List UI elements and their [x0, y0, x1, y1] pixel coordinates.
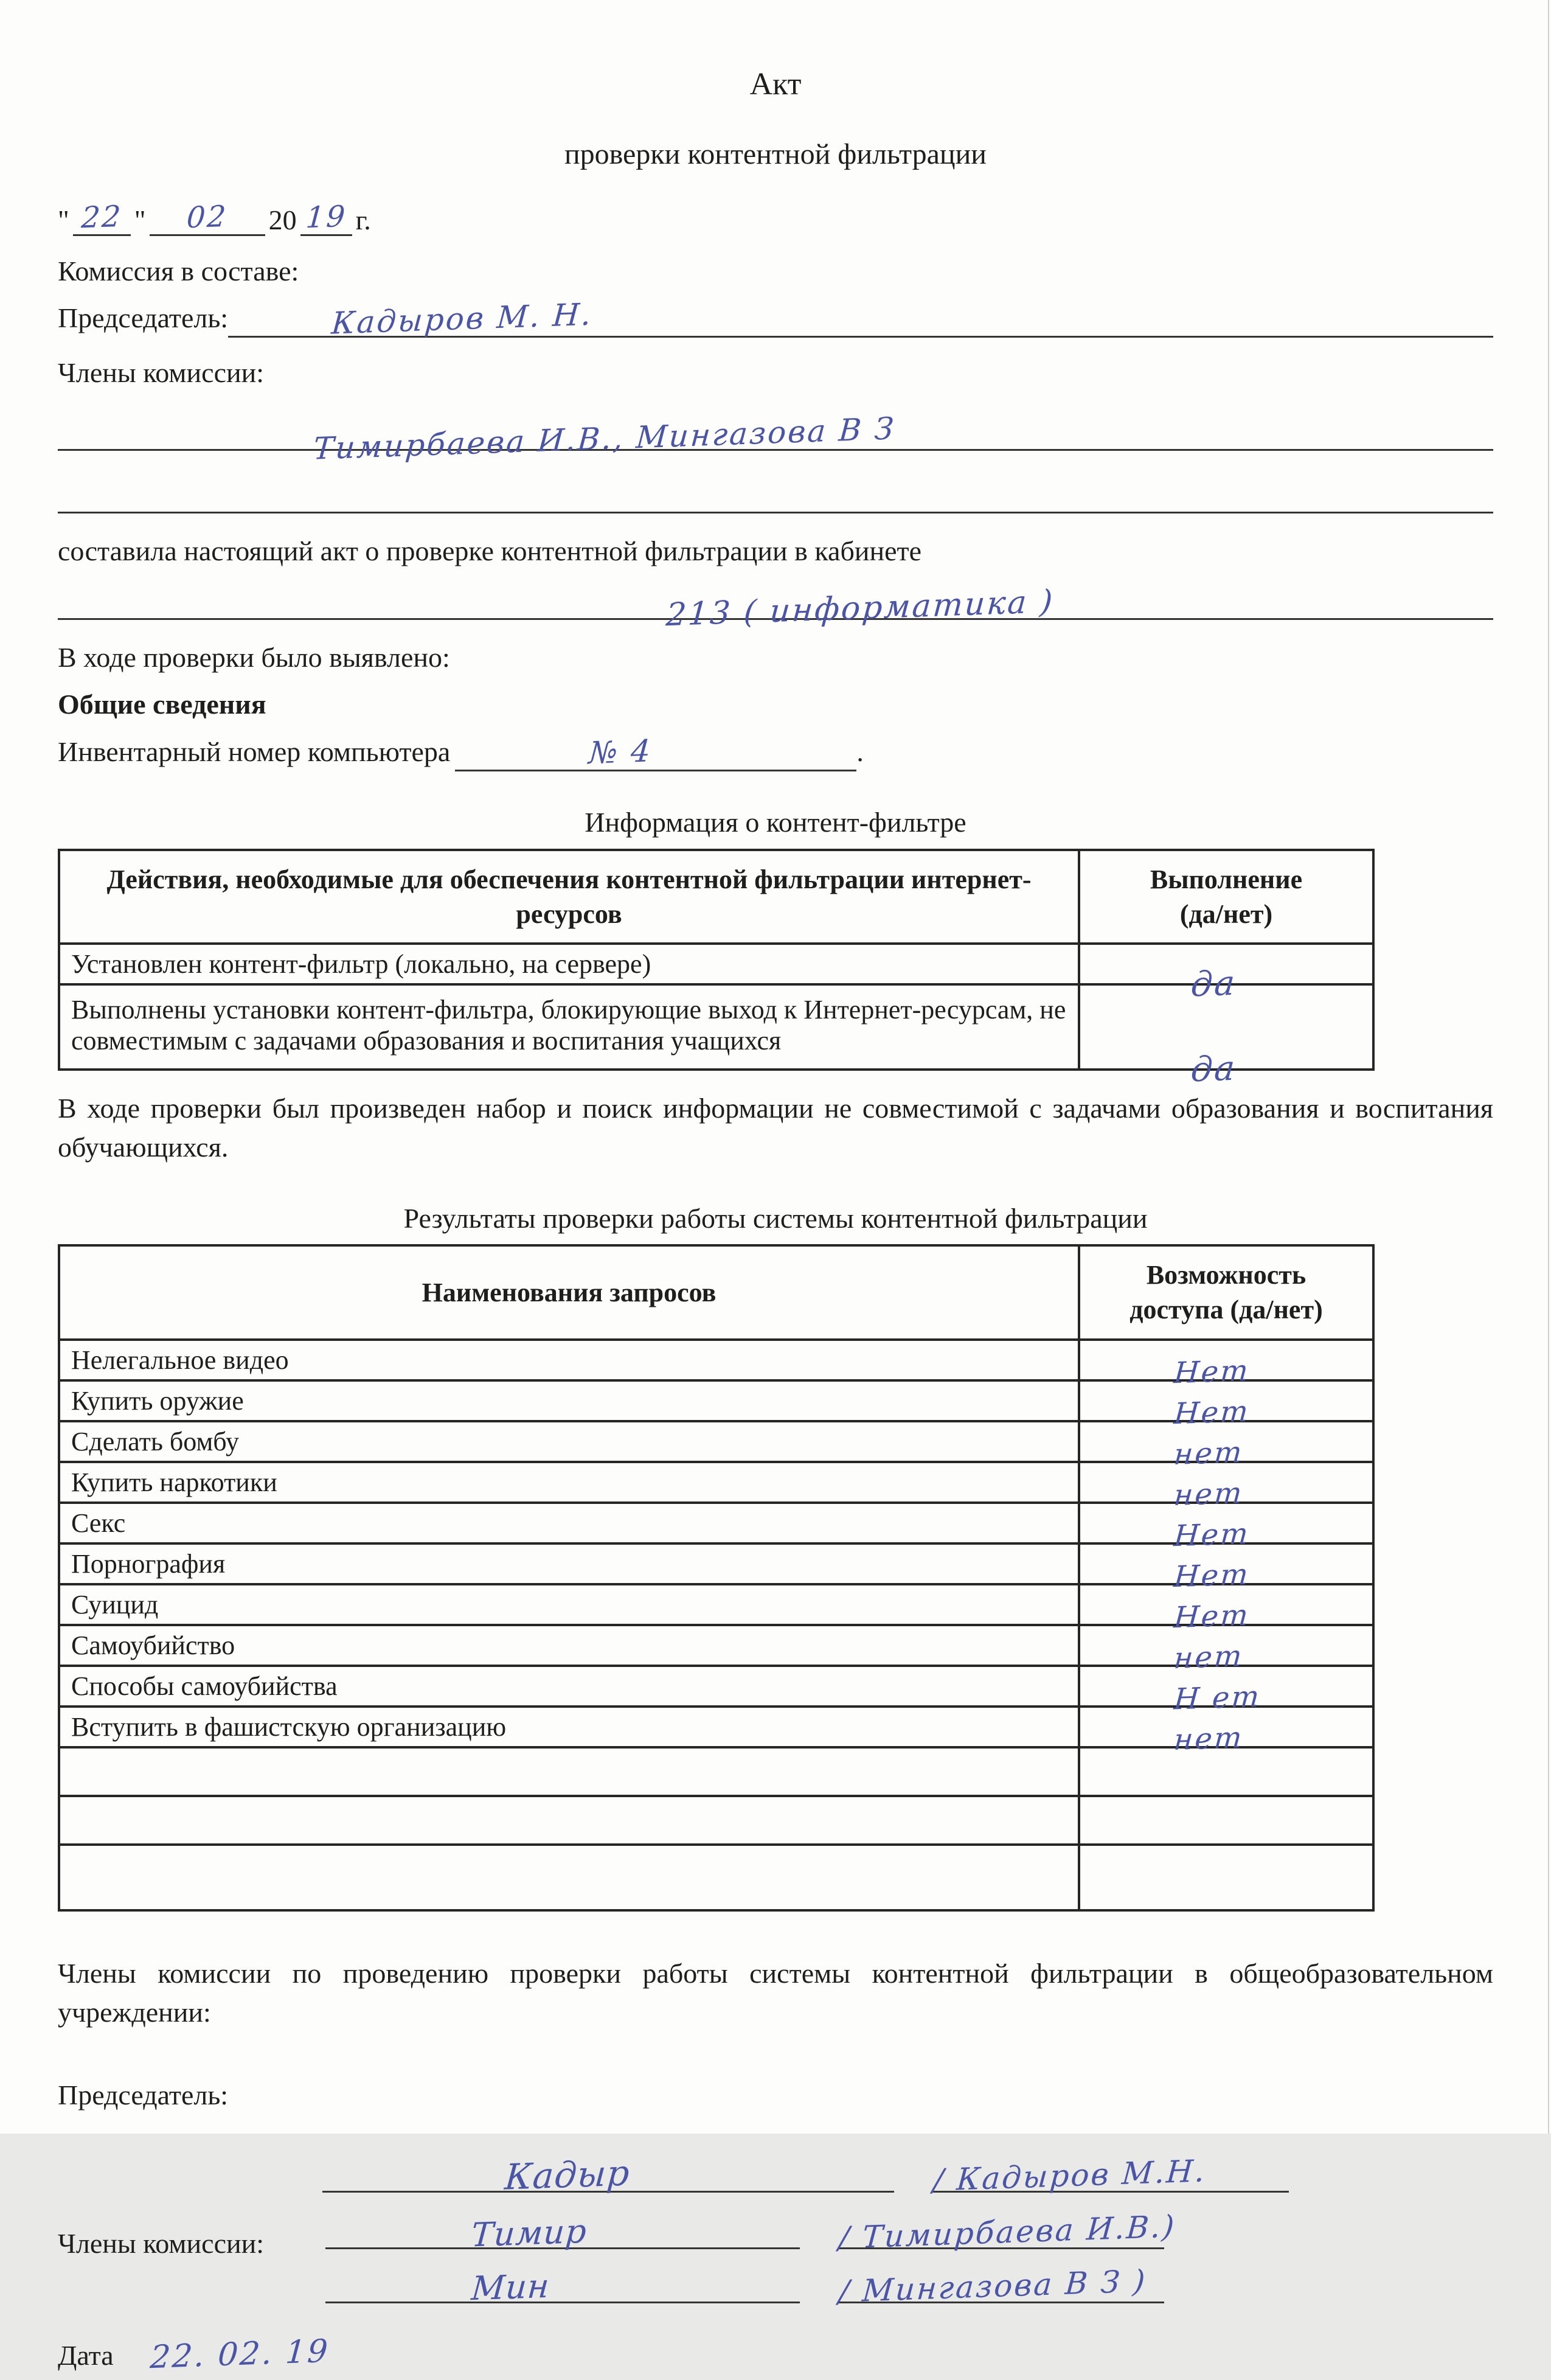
handwritten-inventory-number: № 4 — [588, 733, 654, 771]
handwritten-access-value: Нет — [1172, 1516, 1251, 1553]
handwritten-access-value: Нет — [1172, 1353, 1251, 1390]
member-signature-field — [325, 2208, 800, 2255]
done-cell — [1079, 944, 1373, 1005]
table-row — [59, 984, 1373, 1070]
quote-close: " — [134, 204, 146, 235]
table1-done-header-line2: (да/нет) — [1179, 899, 1273, 929]
cabinet-field — [58, 571, 1493, 634]
query-cell: Купить наркотики — [59, 1462, 1079, 1503]
inventory-label: Инвентарный номер компьютера — [58, 736, 451, 767]
date-month-field — [150, 200, 265, 236]
table1-header-row — [59, 850, 1373, 944]
chairman-signature-row — [322, 2152, 1493, 2198]
access-cell — [1079, 1340, 1373, 1390]
action-cell: Выполнены установки контент-фильтра, блокирующие выход к Интернет-ресурсам, не совместимым с задачами образования и воспитания учащихся — [59, 984, 1079, 1070]
chairman-name-line — [932, 2152, 1289, 2198]
handwritten-access-value: Н ет — [1172, 1679, 1262, 1717]
query-cell — [59, 1747, 1079, 1796]
date-footer — [58, 2333, 1493, 2377]
date-year-field — [300, 200, 352, 236]
chairman-row — [58, 293, 1493, 341]
handwritten-cabinet-value: 213 ( информатика ) — [665, 583, 1056, 634]
member-autograph: Тимир — [470, 2211, 589, 2255]
handwritten-access-value: Нет — [1172, 1557, 1251, 1594]
chairman-sign-label: Председатель: — [58, 2079, 229, 2111]
table2-access-header-line1: Возможность — [1146, 1260, 1306, 1290]
handwritten-day: 22 — [80, 199, 123, 235]
search-paragraph: В ходе проверки был произведен набор и поиск информации не совместимой с задачами образования и воспитания обучающихся. — [58, 1093, 1493, 1163]
member-name-line — [838, 2263, 1164, 2309]
quote-open: " — [58, 204, 69, 235]
query-cell: Секс — [59, 1503, 1079, 1543]
table1-action-header: Действия, необходимые для обеспечения контентной фильтрации интернет-ресурсов — [59, 850, 1079, 944]
handwritten-chairman-sign-name: / Кадыров М.Н. — [932, 2152, 1208, 2198]
handwritten-access-value: Нет — [1172, 1394, 1251, 1431]
chairman-autograph: Кадыр — [503, 2152, 631, 2198]
handwritten-member-sign-name: / Мингазова В З ) — [838, 2263, 1148, 2309]
query-cell: Сделать бомбу — [59, 1421, 1079, 1462]
members-signature-block — [58, 2208, 1493, 2309]
date-footer-label: Дата — [58, 2339, 114, 2371]
table1-done-header — [1079, 850, 1373, 944]
members-label: Члены комиссии: — [58, 357, 265, 389]
query-cell — [59, 1845, 1079, 1910]
chairman-label: Председатель: — [58, 302, 229, 333]
members-sign-label: Члены комиссии: — [58, 2227, 265, 2259]
handwritten-date-value: 22. 02. 19 — [148, 2333, 331, 2376]
table2-header-row — [59, 1245, 1373, 1339]
members-names-field — [58, 393, 1493, 467]
query-cell: Суицид — [59, 1584, 1079, 1625]
handwritten-done-value: да — [1190, 1048, 1238, 1090]
filter-check-results-table — [58, 1244, 1375, 1911]
committee-intro: Комиссия в составе: — [58, 255, 299, 287]
empty-table-row — [59, 1845, 1373, 1910]
document-subtitle: проверки контентной фильтрации — [564, 137, 987, 170]
handwritten-access-value: нет — [1172, 1638, 1245, 1675]
handwritten-month: 02 — [186, 199, 229, 235]
member-autograph: Мин — [470, 2266, 551, 2308]
findings-intro: В ходе проверки было выявлено: — [58, 642, 450, 673]
member-signature-row — [325, 2208, 1178, 2256]
table2-access-header — [1079, 1245, 1373, 1339]
table1-done-header-line1: Выполнение — [1150, 864, 1303, 894]
query-cell: Самоубийство — [59, 1625, 1079, 1666]
handwritten-access-value: Нет — [1172, 1598, 1251, 1635]
query-cell: Купить оружие — [59, 1380, 1079, 1421]
member-signature-rows — [325, 2208, 1178, 2309]
act-statement: составила настоящий акт о проверке контентной фильтрации в кабинете — [58, 535, 922, 566]
member-signature-field — [325, 2263, 800, 2308]
document-content — [58, 52, 1493, 2377]
handwritten-access-value: нет — [1172, 1435, 1245, 1472]
handwritten-done-value: да — [1190, 963, 1238, 1005]
query-cell: Способы самоубийства — [59, 1666, 1079, 1707]
handwritten-chairman-name: Кадыров М. Н. — [330, 296, 594, 341]
handwritten-access-value: нет — [1172, 1475, 1245, 1512]
inventory-number-field — [455, 734, 856, 771]
table2-access-header-line2: доступа (да/нет) — [1129, 1295, 1323, 1325]
query-cell: Вступить в фашистскую организацию — [59, 1707, 1079, 1747]
member-signature-row — [325, 2263, 1164, 2309]
table1-caption: Информация о контент-фильтре — [585, 807, 966, 838]
year-century: 20 — [268, 204, 297, 235]
member-name-line — [838, 2208, 1178, 2256]
table-row — [59, 944, 1373, 984]
handwritten-access-value: нет — [1172, 1720, 1245, 1757]
action-cell: Установлен контент-фильтр (локально, на сервере) — [59, 944, 1079, 984]
general-info-heading: Общие сведения — [58, 688, 266, 720]
access-cell — [1079, 1796, 1373, 1845]
date-day-field — [73, 200, 131, 236]
table2-caption: Результаты проверки работы системы контентной фильтрации — [403, 1202, 1148, 1234]
empty-table-row — [59, 1796, 1373, 1845]
closing-paragraph: Члены комиссии по проведению проверки работы системы контентной фильтрации в общеобразовательном учреждении: — [58, 1957, 1493, 2028]
document-title: Акт — [749, 67, 802, 102]
handwritten-member-sign-name: / Тимирбаева И.В.) — [838, 2208, 1178, 2256]
access-cell — [1079, 1845, 1373, 1910]
handwritten-members-names: Тимирбаева И.В., Мингазова В З — [312, 410, 897, 467]
inventory-row — [58, 732, 1493, 771]
inventory-period: . — [856, 736, 864, 767]
query-cell: Порнография — [59, 1543, 1079, 1584]
query-cell: Нелегальное видео — [59, 1340, 1079, 1380]
chairman-signature-field — [322, 2152, 894, 2198]
table-row — [59, 1340, 1373, 1380]
date-line — [58, 200, 1493, 236]
query-cell — [59, 1796, 1079, 1845]
handwritten-year: 19 — [304, 199, 348, 235]
year-suffix: г. — [355, 204, 371, 235]
empty-form-line — [58, 451, 1493, 513]
chairman-name-field — [228, 293, 1493, 341]
table2-query-header: Наименования запросов — [59, 1245, 1079, 1339]
content-filter-info-table — [58, 849, 1375, 1090]
